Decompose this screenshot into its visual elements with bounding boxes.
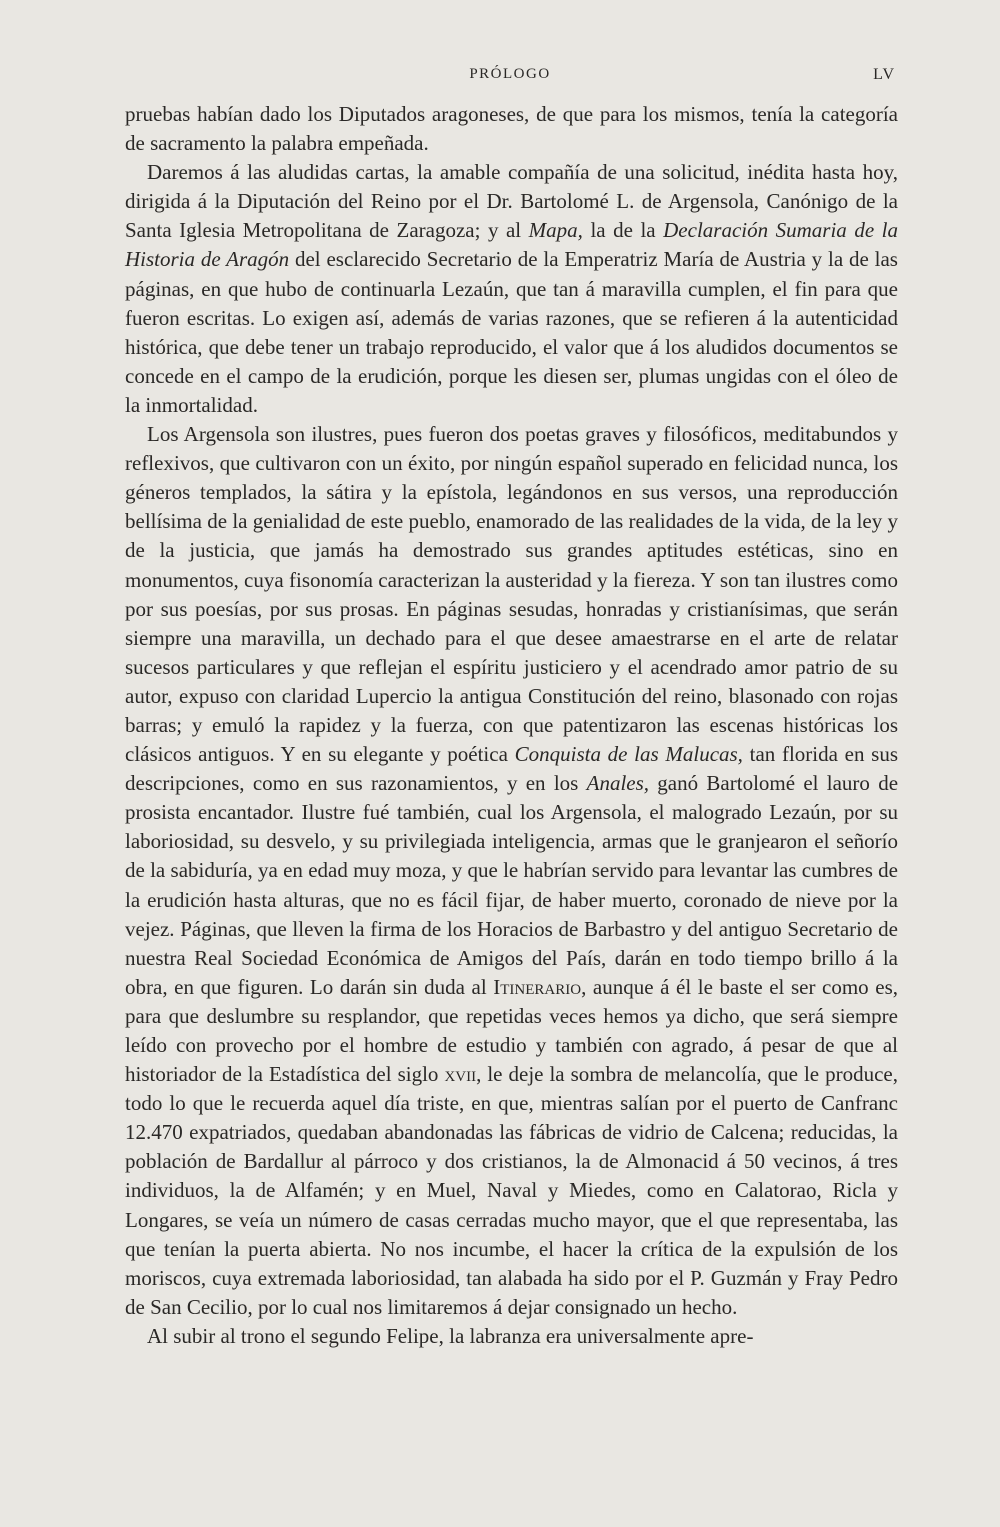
paragraph [125, 158, 898, 420]
page-number: LV [873, 66, 895, 83]
text-run: Daremos á las aludidas cartas, la amable compañía de una solicitud, inédita hasta hoy, dirigida á la Diputación del Reino por el Dr. Bartolomé L. de Argensola, Canónigo de la Santa Iglesia Metropolitana de Zaragoza; y al [125, 160, 898, 243]
small-caps-text: Itinerario, [493, 974, 587, 999]
body-text [125, 100, 898, 1351]
text-run: del esclarecido Secretario de la Emperatriz María de Austria y la de las páginas, en que hubo de continuarla Lezaún, que tan á maravilla cumplen, el fin para que fueron escritas. Lo exigen así, además de varias razones, que se refieren á la autenticidad histórica, que debe tener un trabajo reproducido, el valor que á los aludidos documentos se concede en el campo de la erudición, porque les diesen ser, plumas ungidas con el óleo de la inmortalidad. [125, 247, 898, 417]
italic-title: Declaración Sumaria de la Historia de Aragón [125, 218, 899, 272]
small-caps-text: xvii, [444, 1062, 482, 1087]
text-run: le deje la sombra de melancolía, que le produce, todo lo que le recuerda aquel día triste, en que, mientras salían por el puerto de Canfranc 12.470 expatriados, quedaban abandonadas las fábricas de vidrio de Calcena; reducidas, la población de Bardallur al párroco y dos cristianos, la de Almonacid á 50 vecinos, á tres individuos, la de Alfamén; y en Muel, Naval y Miedes, como en Calatorao, Ricla y Longares, se veía un número de casas cerradas mucho mayor, que el que representaba, las que tenían la puerta abierta. No nos incumbe, el hacer la crítica de la expulsión de los moriscos, cuya extremada laboriosidad, tan alabada ha sido por el P. Guzmán y Fray Pedro de San Cecilio, por lo cual nos limitaremos á dejar consignado un hecho. [125, 1062, 898, 1319]
paragraph [125, 100, 898, 158]
italic-title: Mapa, [528, 218, 583, 243]
running-title: PRÓLOGO [469, 66, 551, 82]
text-run: pruebas habían dado los Diputados aragoneses, de que para los mismos, tenía la categoría de sacramento la palabra empeñada. [125, 102, 898, 156]
text-run: ganó Bartolomé el lauro de prosista encantador. Ilustre fué también, cual los Argensola, el malogrado Lezaún, por su laboriosidad, su desvelo, y su privilegiada inteligencia, armas que le granjearon el señorío de la sabiduría, ya en edad muy moza, y que le habrían servido para levantar las cumbres de la erudición hasta alturas, que no es fácil fijar, de haber muerto, coronado de nieve por la vejez. Páginas, que lleven la firma de los Horacios de Barbastro y del antiguo Secretario de nuestra Real Sociedad Económica de Amigos del País, darán en todo tiempo brillo á la obra, en que figuren. Lo darán sin duda al [125, 771, 899, 999]
paragraph [125, 420, 898, 1322]
running-header [125, 66, 895, 92]
paragraph [125, 1322, 898, 1351]
text-run: la de la [582, 218, 664, 243]
text-run: tan florida en sus descripciones, como en sus razonamientos, y en los [125, 742, 899, 796]
text-run: Los Argensola son ilustres, pues fueron dos poetas graves y filosóficos, meditabundos y reflexivos, que cultivaron con un éxito, por ningún español superado en felicidad nunca, los géneros templados, la sátira y la epístola, legándonos en sus versos, una reproducción bellísima de la genialidad de este pueblo, enamorado de las realidades de la vida, de la ley y de la justicia, que jamás ha demostrado sus grandes aptitudes estéticas, sino en monumentos, cuya fisonomía caracterizan la austeridad y la fiereza. Y son tan ilustres como por sus poesías, por sus prosas. En páginas sesudas, honradas y cristianísimas, que serán siempre una maravilla, un dechado para el que desee amaestrarse en el arte de relatar sucesos particulares y que reflejan el espíritu justiciero y el acendrado amor patrio de su autor, expuso con claridad Lupercio la antigua Constitución del reino, blasonado con rojas barras; y emuló la rapidez y la fuerza, con que patentizaron las escenas históricas los clásicos antiguos. Y en su elegante y poética [125, 422, 898, 767]
text-run: aunque á él le baste el ser como es, para que deslumbre su resplandor, que repetidas veces hemos ya dicho, que será siempre leído con provecho por el hombre de estudio y también con agrado, á pesar de que al historiador de la Estadística del siglo [125, 974, 898, 1087]
text-run: Al subir al trono el segundo Felipe, la labranza era universalmente apre- [147, 1323, 754, 1348]
italic-title: Anales, [586, 771, 650, 796]
italic-title: Conquista de las Malucas, [514, 742, 743, 767]
